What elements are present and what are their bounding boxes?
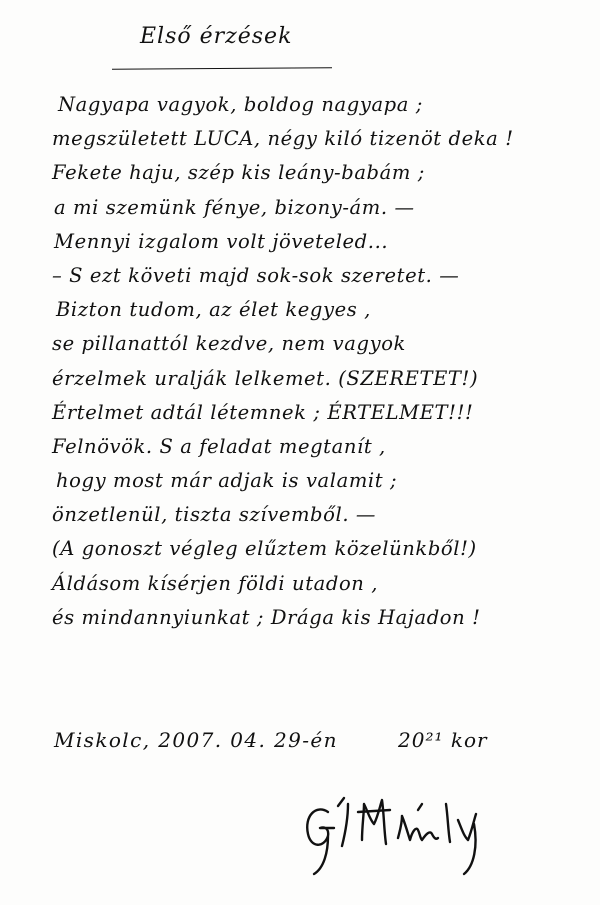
poem-line: – S ezt követi majd sok-sok szeretet. — [52,263,460,287]
place-and-date: Miskolc, 2007. 04. 29-én [54,728,338,752]
poem-line: Nagyapa vagyok, boldog nagyapa ; [58,93,423,116]
poem-line: Áldásom kísérjen földi utadon , [52,571,379,595]
title-underline [112,67,332,70]
poem-line: se pillanattól kezdve, nem vagyok [52,332,406,356]
poem-line: megszületett LUCA, négy kiló tizenöt deka ! [52,127,514,151]
poem-line: (A gonoszt végleg elűztem közelünkből!) [52,537,477,561]
poem-line: a mi szemünk fénye, bizony-ám. — [54,195,415,219]
poem-body [52,88,592,635]
poem-line: érzelmek uralják lelkemet. (SZERETET!) [52,366,479,390]
poem-line: Értelmet adtál létemnek ; ÉRTELMET!!! [52,400,474,424]
poem-line: hogy most már adjak is valamit ; [56,469,398,493]
poem-line: Bizton tudom, az élet kegyes , [56,298,371,322]
time-of-writing: 20²¹ kor [398,728,488,752]
poem-line: Mennyi izgalom volt jöveteled... [54,229,389,253]
poem-title: Első érzések [140,24,293,49]
poem-line: önzetlenül, tiszta szívemből. — [52,503,377,527]
poem-line: és mindannyiunkat ; Drága kis Hajadon ! [52,605,481,629]
handwritten-signature [298,790,498,880]
poem-line: Felnövök. S a feladat megtanít , [52,434,386,458]
poem-line: Fekete haju, szép kis leány-babám ; [52,161,425,185]
